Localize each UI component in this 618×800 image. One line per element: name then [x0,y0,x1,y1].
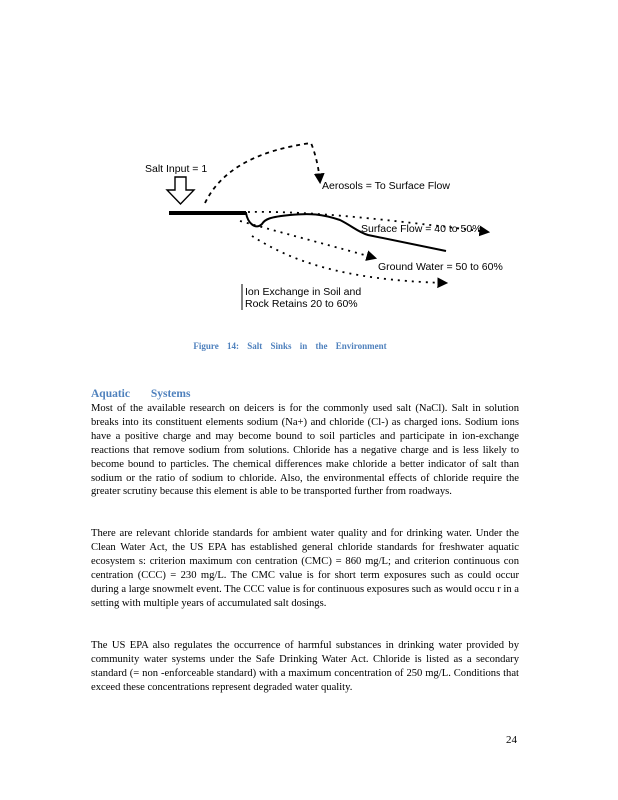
aerosols-label: Aerosols = To Surface Flow [322,180,450,192]
ion-exchange-label-line1: Ion Exchange in Soil and [245,286,362,298]
paragraph-deicer-research: Most of the available research on deicers is for the commonly used salt (NaCl). Salt in solution breaks into its constituent elements sodium (Na+) and chloride (Cl-) as charged ions. Sodium ions have a positive charge and may become bound to soil particles and participate in ion-exchange reactions that remove sodium from solutions. Chloride has a negative charge and is less likely to become bound to particles. The chemical differences make chloride a better indicator of salt than sodium or the ratio of sodium to chloride. Also, the environmental effects of chloride require the greater scrutiny because this element is able to be transported further from roadways. [91,403,519,498]
ion-exchange-arrow [252,236,446,283]
ion-exchange-label-line2: Rock Retains 20 to 60% [245,298,358,310]
salt-sinks-diagram [0,0,618,320]
paragraph-chloride-standards: There are relevant chloride standards for ambient water quality and for drinking water. Under the Clean Water Act, the US EPA has established general chloride standards for freshwater aquatic ecosystem s: criterion maximum con centration (CMC) = 860 mg/L; and criterion continuous con centration (CCC) = 230 mg/L. The CMC value is for short term exposures such as could occur during a large snowmelt event. The CCC value is for continuous exposures such as would occu r in a setting with multiple years of accumulated salt dosings. [91,528,519,609]
salt-input-arrow [167,177,194,204]
paragraph-drinking-water: The US EPA also regulates the occurrence of harmful substances in drinking water provided by community water systems under the Safe Drinking Water Act. Chloride is listed as a secondary standard (= non -enforceable standard) with a maximum concentration of 250 mg/L. Conditions that exceed these concentrations represent degraded water quality. [91,640,519,693]
ground-water-label: Ground Water = 50 to 60% [378,261,503,273]
salt-input-label: Salt Input = 1 [145,163,208,175]
aerosols-arrow [205,143,320,203]
surface-flow-label: Surface Flow = 40 to 50% [361,223,482,235]
section-heading: Aquatic Systems [91,388,191,400]
figure-caption: Figure 14: Salt Sinks in the Environment [193,341,387,351]
page-number: 24 [506,734,517,746]
